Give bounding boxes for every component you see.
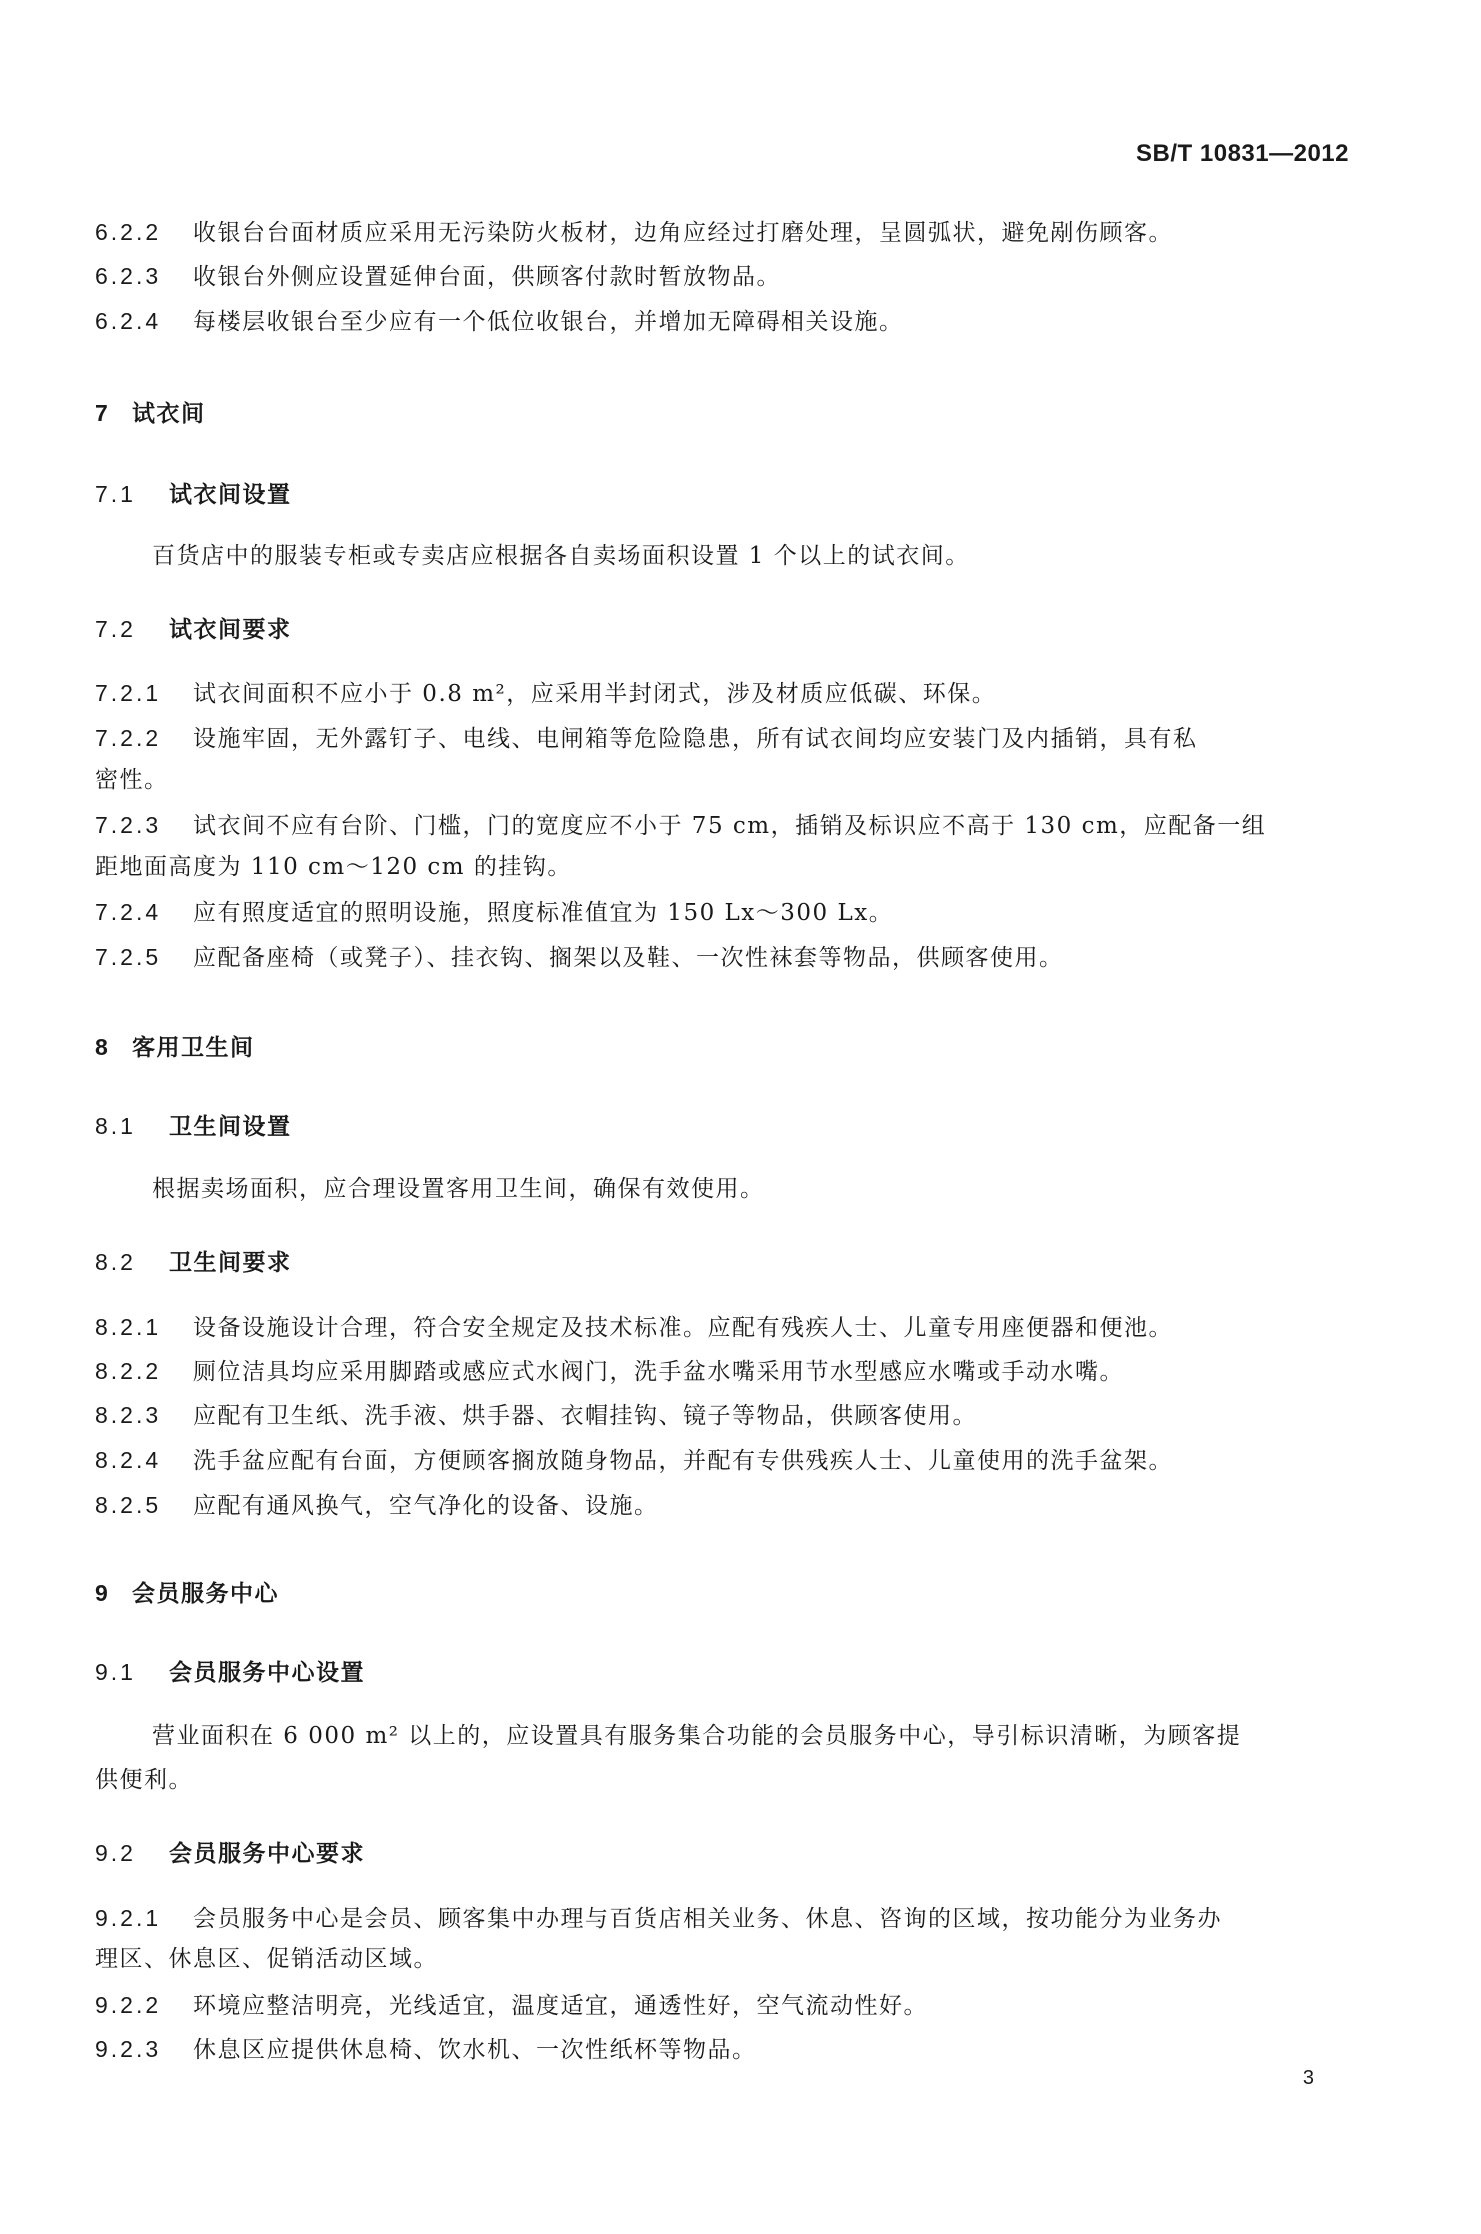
clause-number: 8.2.2 [95,1358,162,1384]
clause-text: 厕位洁具均应采用脚踏或感应式水阀门，洗手盆水嘴采用节水型感应水嘴或手动水嘴。 [193,1359,1124,1385]
clause-number: 8.2.3 [95,1402,162,1428]
subsection-number: 8.1 [95,1113,136,1139]
clause-number: 7.2.3 [95,812,162,838]
section-number: 8 [95,1034,111,1060]
subsection-9-1-heading [95,1657,365,1687]
paragraph-9-1-continuation: 供便利。 [95,1767,193,1793]
subsection-title: 试衣间要求 [169,616,292,642]
clause-number: 8.2.5 [95,1492,162,1518]
clause-number: 8.2.4 [95,1447,162,1473]
clause-text: 设备设施设计合理，符合安全规定及技术标准。应配有残疾人士、儿童专用座便器和便池。 [193,1315,1173,1341]
clause-8-2-5 [95,1490,659,1521]
subsection-title: 卫生间要求 [169,1249,292,1275]
clause-number: 9.2.1 [95,1905,162,1931]
subsection-number: 9.2 [95,1840,136,1866]
subsection-title: 试衣间设置 [169,481,292,507]
clause-7-2-1 [95,678,996,709]
clause-text: 设施牢固，无外露钉子、电线、电闸箱等危险隐患，所有试衣间均应安装门及内插销，具有私 [193,726,1198,752]
page-number: 3 [1302,2067,1314,2089]
subsection-number: 9.1 [95,1659,136,1685]
clause-7-2-5 [95,942,1064,973]
clause-9-2-3 [95,2034,757,2065]
paragraph-9-1: 营业面积在 6 000 m² 以上的，应设置具有服务集合功能的会员服务中心，导引标识清晰，为顾客提 [152,1723,1242,1749]
clause-number: 7.2.2 [95,725,162,751]
clause-number: 9.2.3 [95,2036,162,2062]
clause-number: 6.2.2 [95,219,162,245]
clause-text: 应有照度适宜的照明设施，照度标准值宜为 150 Lx～300 Lx。 [193,900,894,926]
clause-6-2-4 [95,306,904,337]
clause-7-2-4 [95,897,893,928]
subsection-7-1-heading [95,479,292,509]
clause-number: 7.2.5 [95,944,162,970]
clause-7-2-3-continuation: 距地面高度为 110 cm～120 cm 的挂钩。 [95,854,572,880]
clause-number: 7.2.1 [95,680,162,706]
subsection-number: 8.2 [95,1249,136,1275]
subsection-title: 卫生间设置 [169,1113,292,1139]
clause-7-2-3 [95,810,1266,841]
clause-7-2-2-continuation: 密性。 [95,767,169,793]
section-9-heading [95,1578,279,1608]
clause-text: 环境应整洁明亮，光线适宜，温度适宜，通透性好，空气流动性好。 [193,1993,928,2019]
section-7-heading [95,398,206,428]
section-title: 试衣间 [132,400,206,426]
subsection-title: 会员服务中心设置 [169,1659,365,1685]
clause-text: 试衣间不应有台阶、门槛，门的宽度应不小于 75 cm，插销及标识应不高于 130 cm，应配备一组 [193,813,1267,839]
section-8-heading [95,1032,255,1062]
section-number: 9 [95,1580,111,1606]
clause-6-2-3 [95,261,781,292]
clause-number: 8.2.1 [95,1314,162,1340]
paragraph-8-1: 根据卖场面积，应合理设置客用卫生间，确保有效使用。 [152,1176,765,1202]
subsection-8-1-heading [95,1111,292,1141]
clause-9-2-1-continuation: 理区、休息区、促销活动区域。 [95,1946,438,1972]
section-number: 7 [95,400,111,426]
standard-code: SB/T 10831—2012 [1136,140,1349,167]
clause-9-2-2 [95,1990,928,2021]
clause-text: 休息区应提供休息椅、饮水机、一次性纸杯等物品。 [193,2037,757,2063]
clause-8-2-4 [95,1445,1173,1476]
clause-text: 试衣间面积不应小于 0.8 m²，应采用半封闭式，涉及材质应低碳、环保。 [193,681,997,707]
subsection-title: 会员服务中心要求 [169,1840,365,1866]
clause-text: 应配备座椅（或凳子）、挂衣钩、搁架以及鞋、一次性袜套等物品，供顾客使用。 [193,945,1064,971]
paragraph-7-1: 百货店中的服装专柜或专卖店应根据各自卖场面积设置 1 个以上的试衣间。 [152,543,970,569]
clause-text: 收银台外侧应设置延伸台面，供顾客付款时暂放物品。 [193,264,781,290]
subsection-7-2-heading [95,614,292,644]
clause-text: 收银台台面材质应采用无污染防火板材，边角应经过打磨处理，呈圆弧状，避免剐伤顾客。 [193,220,1173,246]
clause-text: 应配有卫生纸、洗手液、烘手器、衣帽挂钩、镜子等物品，供顾客使用。 [193,1403,977,1429]
clause-text: 会员服务中心是会员、顾客集中办理与百货店相关业务、休息、咨询的区域，按功能分为业务办 [193,1906,1222,1932]
section-title: 会员服务中心 [132,1580,279,1606]
clause-8-2-1 [95,1312,1173,1343]
clause-text: 洗手盆应配有台面，方便顾客搁放随身物品，并配有专供残疾人士、儿童使用的洗手盆架。 [193,1448,1173,1474]
clause-text: 应配有通风换气，空气净化的设备、设施。 [193,1493,659,1519]
subsection-number: 7.1 [95,481,136,507]
clause-8-2-2 [95,1356,1124,1387]
clause-6-2-2 [95,217,1173,248]
clause-7-2-2 [95,723,1198,754]
subsection-number: 7.2 [95,616,136,642]
clause-text: 每楼层收银台至少应有一个低位收银台，并增加无障碍相关设施。 [193,309,904,335]
subsection-8-2-heading [95,1247,292,1277]
clause-number: 9.2.2 [95,1992,162,2018]
subsection-9-2-heading [95,1838,365,1868]
clause-8-2-3 [95,1400,977,1431]
clause-number: 6.2.4 [95,308,162,334]
clause-number: 7.2.4 [95,899,162,925]
clause-number: 6.2.3 [95,263,162,289]
clause-9-2-1 [95,1903,1222,1934]
section-title: 客用卫生间 [132,1034,255,1060]
